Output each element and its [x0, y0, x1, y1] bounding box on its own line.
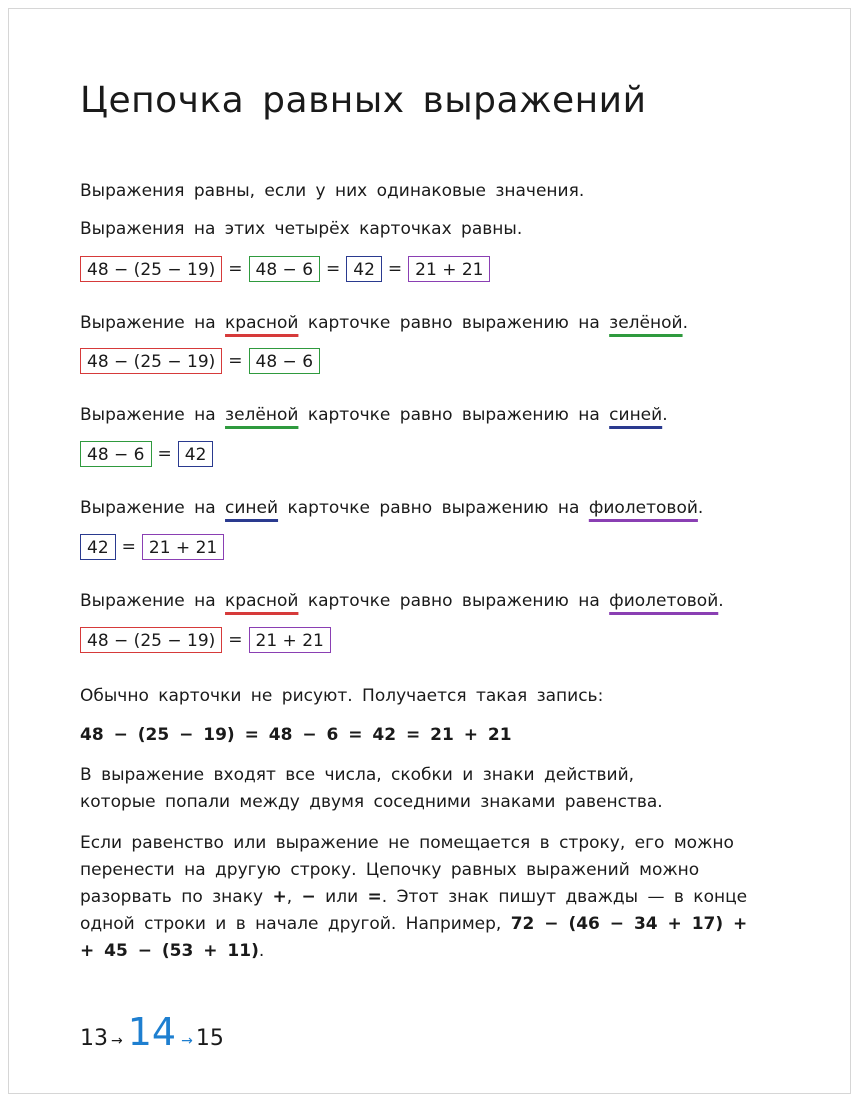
statement-text: . — [718, 591, 724, 611]
paragraph-line: которые попали между двумя соседними знаками равенства. — [80, 792, 663, 812]
statement-text: Выражение на — [80, 498, 226, 518]
cards-row-green-blue — [80, 440, 213, 468]
card-red: 48 − (25 − 19) — [80, 256, 222, 282]
statement-text: карточке равно выражению на — [278, 498, 589, 518]
paragraph-text: или — [315, 887, 368, 907]
statement-text: Выражение на — [80, 313, 226, 333]
equals-sign: = — [326, 259, 341, 279]
page-title: Цепочка равных выражений — [80, 80, 647, 121]
paragraph-line — [80, 911, 747, 938]
equals-sign: = — [387, 259, 403, 279]
paragraph-2 — [80, 830, 747, 965]
statement-text: Выражение на — [80, 405, 226, 425]
card-violet: 21 + 21 — [142, 534, 224, 560]
equals-sign: = — [157, 444, 172, 464]
current-page-number: 14 — [127, 1010, 177, 1054]
cards-row-red-violet — [80, 626, 331, 654]
sign-minus: − — [301, 887, 316, 907]
paragraph-text: разорвать по знаку — [80, 887, 273, 907]
paragraph-line — [80, 938, 747, 965]
statement-text: Выражение на — [80, 591, 226, 611]
card-green: 48 − 6 — [80, 441, 152, 467]
card-blue: 42 — [80, 534, 116, 560]
statement-text: карточке равно выражению на — [298, 405, 610, 425]
statement-text: . — [662, 405, 668, 425]
statement-text: карточке равно выражению на — [298, 591, 610, 611]
statement-text: . — [682, 313, 688, 333]
card-green: 48 − 6 — [249, 348, 321, 374]
cards-row-all — [80, 255, 490, 283]
card-green: 48 − 6 — [249, 256, 321, 282]
arrow-right-icon: → — [111, 1033, 123, 1049]
intro-line-1: Выражения равны, если у них одинаковые значения. — [80, 181, 585, 201]
cards-row-red-green — [80, 347, 320, 375]
next-page-number[interactable]: 15 — [195, 1026, 224, 1051]
statement-red-violet — [80, 590, 724, 612]
statement-text: карточке равно выражению на — [298, 313, 610, 333]
card-blue: 42 — [346, 256, 382, 282]
equals-sign: = — [228, 351, 243, 371]
underlined-blue-word: синей — [609, 405, 663, 425]
page-navigation — [80, 1010, 224, 1054]
paragraph-line — [80, 884, 747, 911]
underlined-red-word: красной — [225, 591, 299, 611]
usual-note: Обычно карточки не рисуют. Получается такая запись: — [80, 686, 604, 706]
paragraph-text: . Этот знак пишут дважды — в конце — [381, 887, 748, 907]
paragraph-line: Если равенство или выражение не помещается в строку, его можно — [80, 833, 734, 853]
card-violet: 21 + 21 — [408, 256, 490, 282]
card-red: 48 − (25 − 19) — [80, 348, 222, 374]
card-violet: 21 + 21 — [249, 627, 331, 653]
underlined-green-word: зелёной — [609, 313, 683, 333]
cards-row-blue-violet — [80, 533, 224, 561]
underlined-red-word: красной — [225, 313, 299, 333]
sign-equals: = — [367, 887, 382, 907]
equals-sign: = — [121, 537, 136, 557]
paragraph-text: одной строки и в начале другой. Например, — [80, 914, 511, 934]
paragraph-line: перенести на другую строку. Цепочку равных выражений можно — [80, 860, 700, 880]
underlined-green-word: зелёной — [225, 405, 299, 425]
intro-line-2: Выражения на этих четырёх карточках равны. — [80, 219, 523, 239]
sign-plus: + — [272, 887, 287, 907]
example-expression-part-1: 72 − (46 − 34 + 17) + — [510, 914, 748, 934]
paragraph-1 — [80, 762, 663, 816]
equals-sign: = — [228, 630, 243, 650]
equals-sign: = — [228, 259, 243, 279]
arrow-right-icon: → — [181, 1033, 193, 1049]
paragraph-text: . — [258, 941, 265, 961]
statement-blue-violet — [80, 497, 703, 519]
statement-red-green — [80, 312, 688, 334]
card-blue: 42 — [178, 441, 214, 467]
card-red: 48 − (25 − 19) — [80, 627, 222, 653]
chain-expression: 48 − (25 − 19) = 48 − 6 = 42 = 21 + 21 — [80, 725, 512, 745]
paragraph-text: , — [286, 887, 302, 907]
underlined-violet-word: фиолетовой — [609, 591, 719, 611]
example-expression-part-2: + 45 − (53 + 11) — [80, 941, 259, 961]
statement-green-blue — [80, 404, 668, 426]
underlined-violet-word: фиолетовой — [588, 498, 698, 518]
statement-text: . — [697, 498, 704, 518]
underlined-blue-word: синей — [225, 498, 279, 518]
previous-page-number[interactable]: 13 — [80, 1026, 108, 1051]
paragraph-line: В выражение входят все числа, скобки и знаки действий, — [80, 765, 635, 785]
